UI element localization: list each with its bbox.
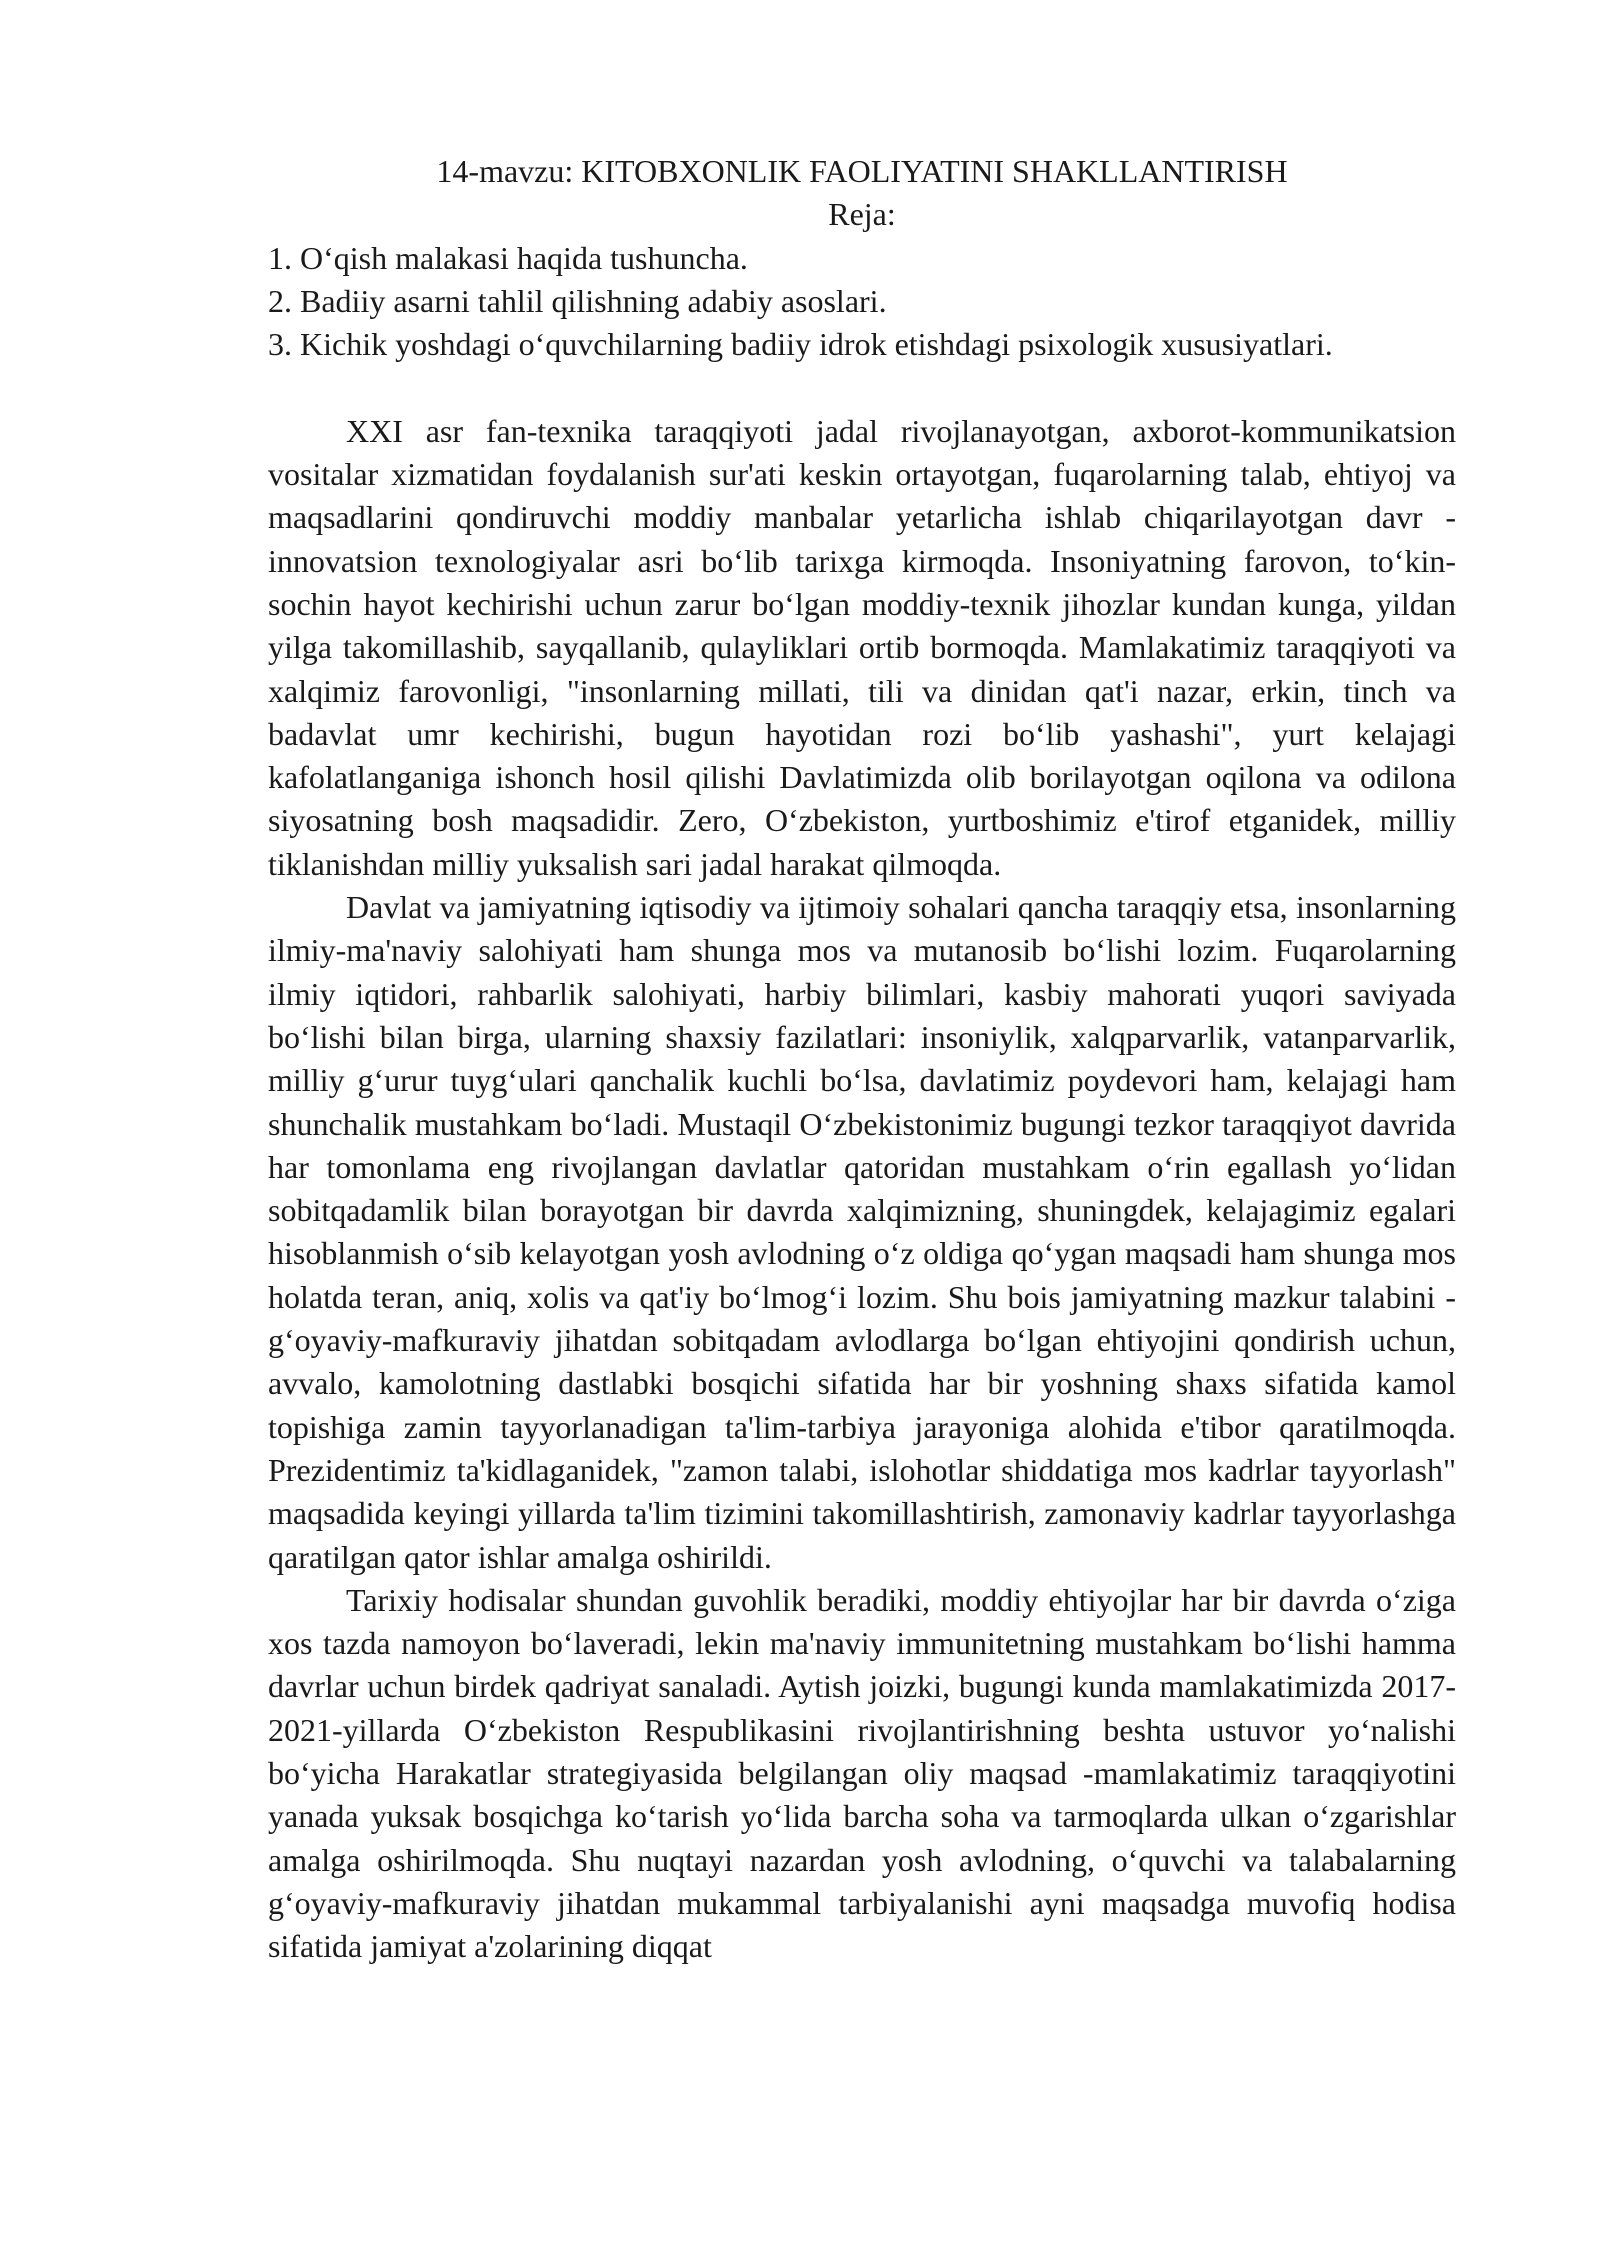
body-paragraph: Tarixiy hodisalar shundan guvohlik beradiki, moddiy ehtiyojlar har bir davrda o‘ziga xos tazda namoyon bo‘laveradi, lekin ma'naviy immunitetning mustahkam bo‘lishi hamma davrlar uchun birdek qadriyat sanaladi. Aytish joizki, bugungi kunda mamlakatimizda 2017-2021-yillarda O‘zbekiston Respublikasini rivojlantirishning beshta ustuvor yo‘nalishi bo‘yicha Harakatlar strategiyasida belgilangan oliy maqsad -mamlakatimiz taraqqiyotini yanada yuksak bosqichga ko‘tarish yo‘lida barcha soha va tarmoqlarda ulkan o‘zgarishlar amalga oshirilmoqda. Shu nuqtayi nazardan yosh avlodning, o‘quvchi va talabalarning g‘oyaviy-mafkuraviy jihatdan mukammal tarbiyalanishi ayni maqsadga muvofiq hodisa sifatida jamiyat a'zolarining diqqat	[268, 1581, 1456, 1965]
plan-heading: Reja:	[828, 196, 896, 233]
body-text	[268, 410, 1456, 1969]
document-page	[268, 150, 1456, 1968]
plan-item: 3. Kichik yoshdagi o‘quvchilarning badiiy idrok etishdagi psixologik xususiyatlari.	[268, 326, 1333, 363]
body-paragraph: XXI asr fan-texnika taraqqiyoti jadal rivojlanayotgan, axborot-kommunikatsion vositalar xizmatidan foydalanish sur'ati keskin ortayotgan, fuqarolarning talab, ehtiyoj va maqsadlarini qondiruvchi moddiy manbalar yetarlicha ishlab chiqarilayotgan davr -innovatsion texnologiyalar asri bo‘lib tarixga kirmoqda. Insoniyatning farovon, to‘kin-sochin hayot kechirishi uchun zarur bo‘lgan moddiy-texnik jihozlar kundan kunga, yildan yilga takomillashib, sayqallanib, qulayliklari ortib bormoqda. Mamlakatimiz taraqqiyoti va xalqimiz farovonligi, "insonlarning millati, tili va dinidan qat'i nazar, erkin, tinch va badavlat umr kechirishi, bugun hayotidan rozi bo‘lib yashashi", yurt kelajagi kafolatlanganiga ishonch hosil qilishi Davlatimizda olib borilayotgan oqilona va odilona siyosatning bosh maqsadidir. Zero, O‘zbekiston, yurtboshimiz e'tirof etganidek, milliy tiklanishdan milliy yuksalish sari jadal harakat qilmoqda.	[268, 412, 1456, 882]
document-title: 14-mavzu: KITOBXONLIK FAOLIYATINI SHAKLLANTIRISH	[436, 153, 1288, 189]
body-paragraph: Davlat va jamiyatning iqtisodiy va ijtimoiy sohalari qancha taraqqiy etsa, insonlarning ilmiy-ma'naviy salohiyati ham shunga mos va mutanosib bo‘lishi lozim. Fuqarolarning ilmiy iqtidori, rahbarlik salohiyati, harbiy bilimlari, kasbiy mahorati yuqori saviyada bo‘lishi bilan birga, ularning shaxsiy fazilatlari: insoniylik, xalqparvarlik, vatanparvarlik, milliy g‘urur tuyg‘ulari qanchalik kuchli bo‘lsa, davlatimiz poydevori ham, kelajagi ham shunchalik mustahkam bo‘ladi. Mustaqil O‘zbekistonimiz bugungi tezkor taraqqiyot davrida har tomonlama eng rivojlangan davlatlar qatoridan mustahkam o‘rin egallash yo‘lidan sobitqadamlik bilan borayotgan bir davrda xalqimizning, shuningdek, kelajagimiz egalari hisoblanmish o‘sib kelayotgan yosh avlodning o‘z oldiga qo‘ygan maqsadi ham shunga mos holatda teran, aniq, xolis va qat'iy bo‘lmog‘i lozim. Shu bois jamiyatning mazkur talabini - g‘oyaviy-mafkuraviy jihatdan sobitqadam avlodlarga bo‘lgan ehtiyojini qondirish uchun, avvalo, kamolotning dastlabki bosqichi sifatida har bir yoshning shaxs sifatida kamol topishiga zamin tayyorlanadigan ta'lim-tarbiya jarayoniga alohida e'tibor qaratilmoqda. Prezidentimiz ta'kidlaganidek, "zamon talabi, islohotlar shiddatiga mos kadrlar tayyorlash" maqsadida keyingi yillarda ta'lim tizimini takomillashtirish, zamonaviy kadrlar tayyorlashga qaratilgan qator ishlar amalga oshirildi.	[268, 889, 1456, 1575]
plan-item: 1. O‘qish malakasi haqida tushuncha.	[268, 239, 748, 276]
plan-list	[268, 237, 1456, 367]
plan-item: 2. Badiiy asarni tahlil qilishning adabiy asoslari.	[268, 282, 887, 319]
